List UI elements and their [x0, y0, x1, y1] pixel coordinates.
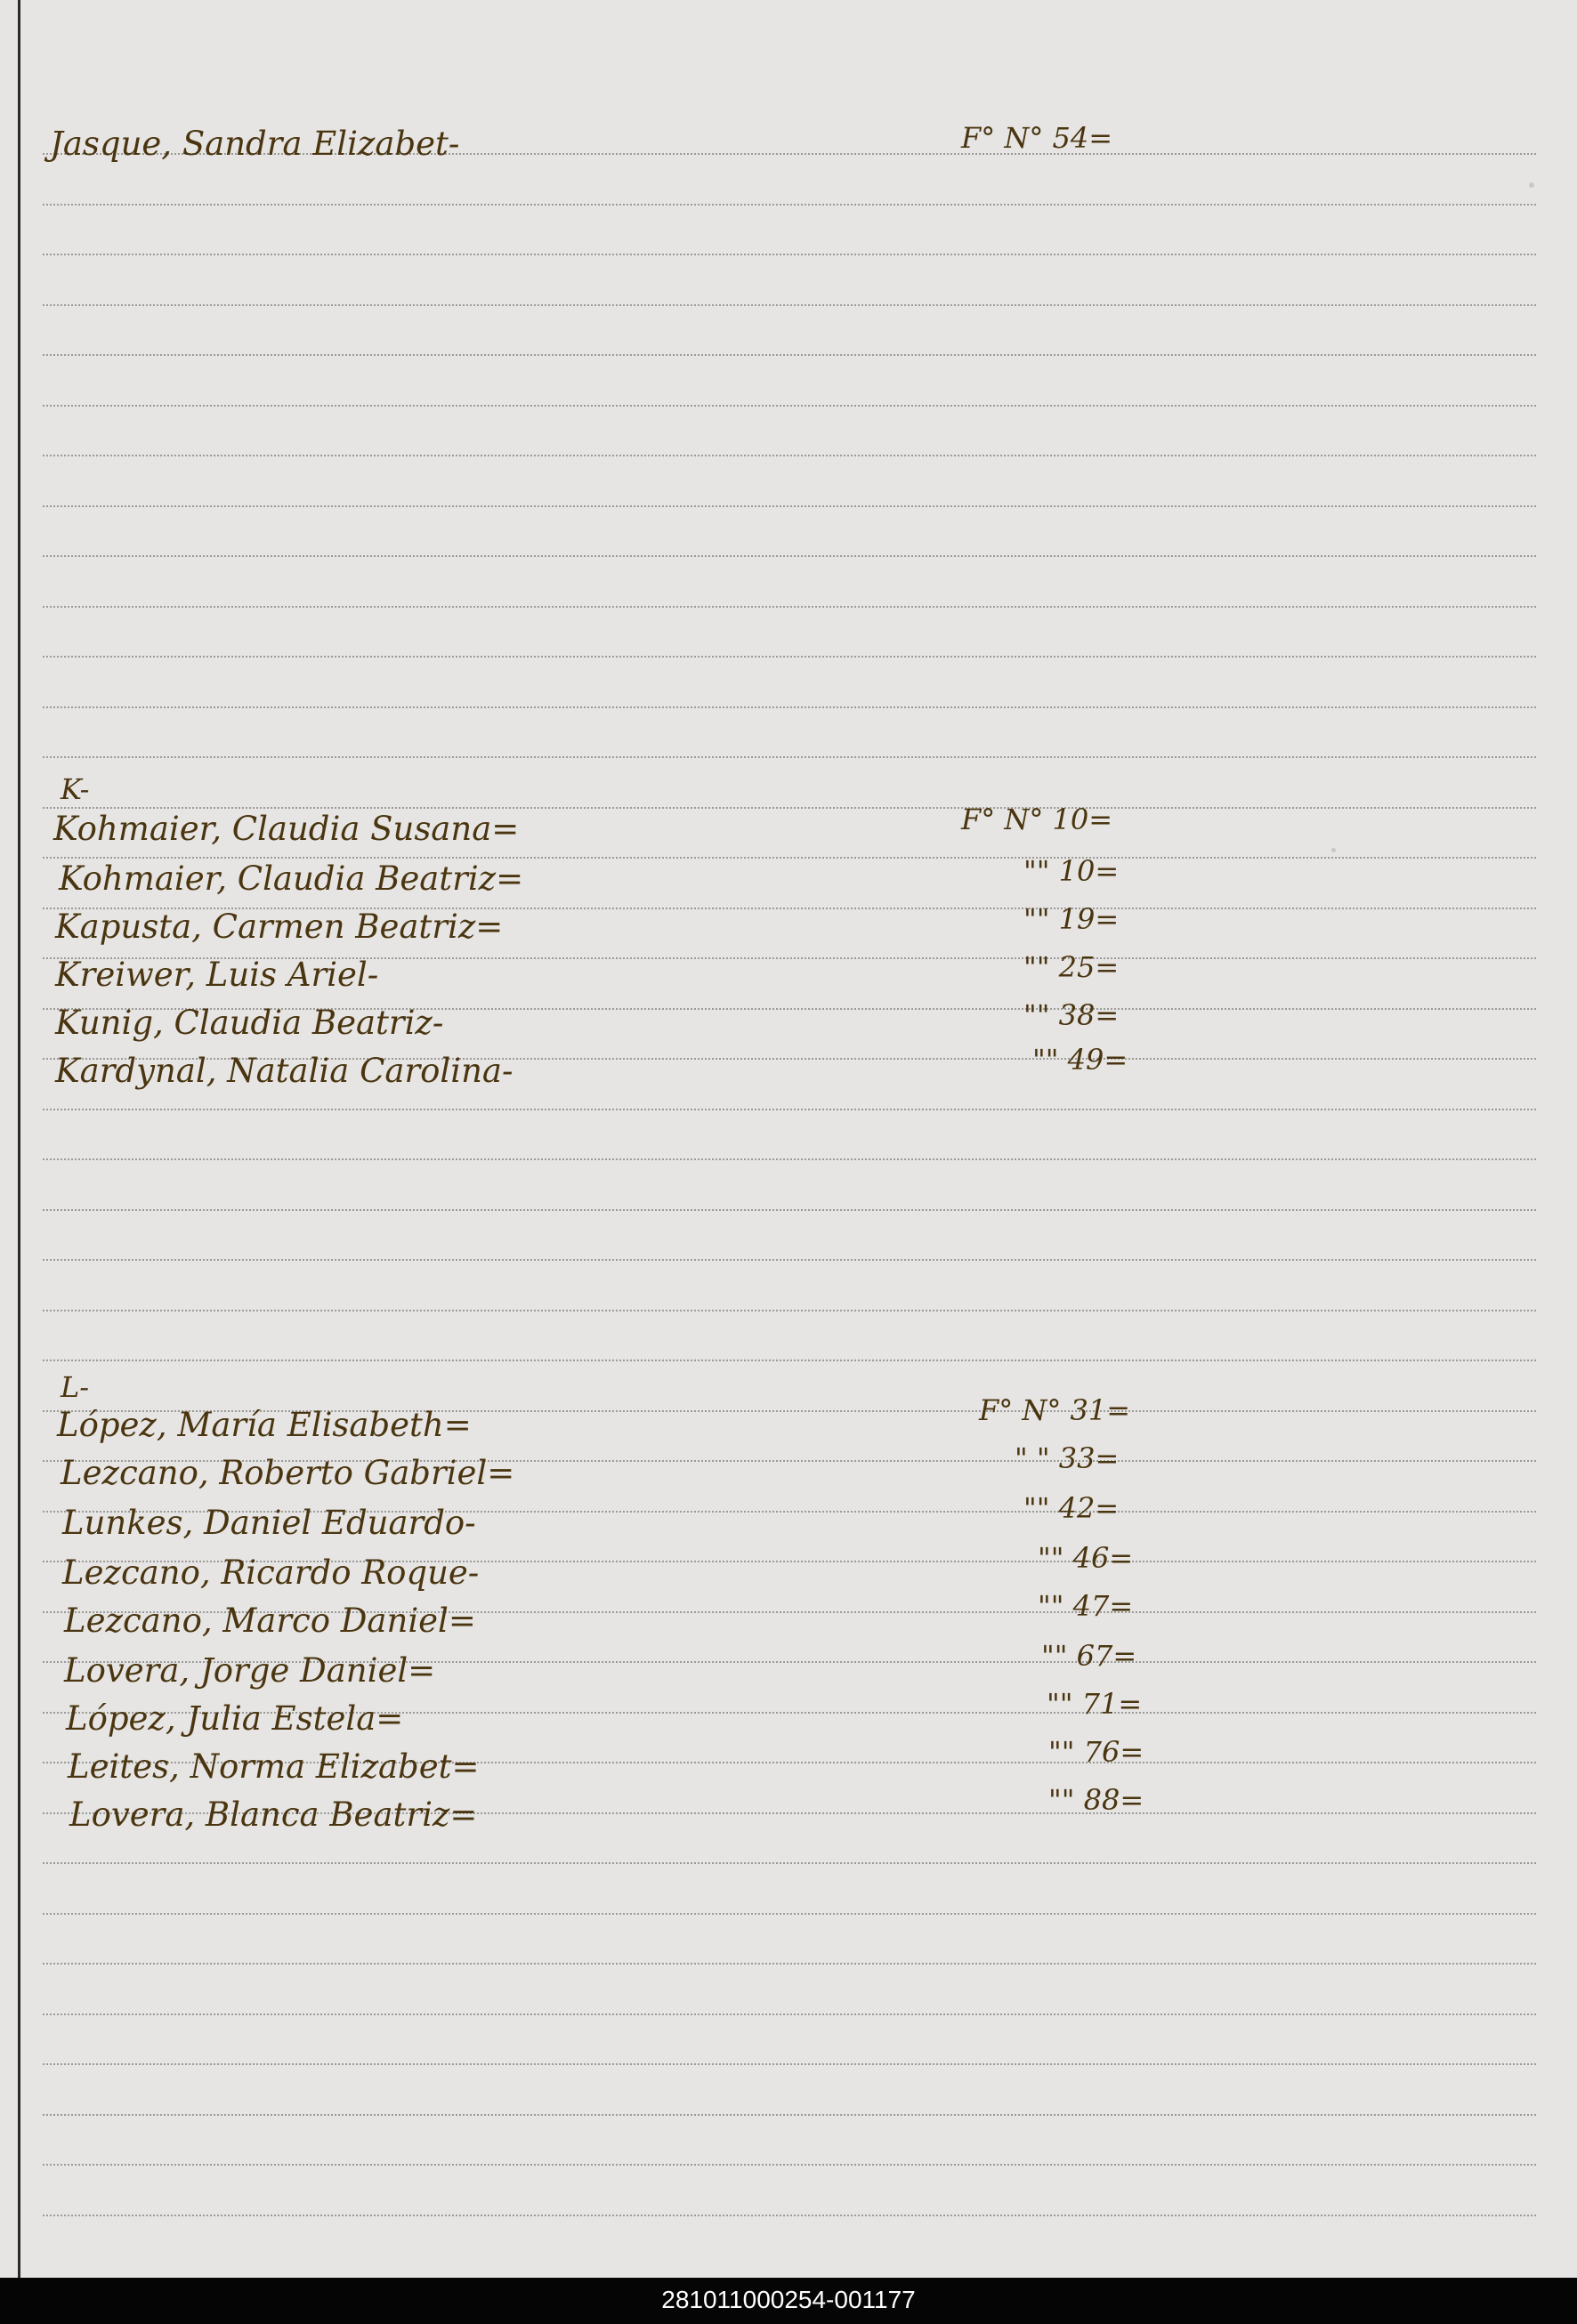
- entry-name: Lezcano, Marco Daniel=: [64, 1602, 476, 1640]
- entry-folio: "" 25=: [1023, 950, 1120, 984]
- ruled-line: [43, 555, 1536, 557]
- entry-folio: "" 67=: [1041, 1639, 1137, 1673]
- ruled-line: [43, 455, 1536, 456]
- ruled-line: [43, 304, 1536, 306]
- ruled-line: [43, 1963, 1536, 1965]
- ruled-line: [43, 2013, 1536, 2015]
- entry-folio: "" 19=: [1023, 902, 1120, 936]
- entry-name: Kreiwer, Luis Ariel-: [55, 956, 379, 994]
- ruled-line: [43, 1259, 1536, 1261]
- entry-name: López, Julia Estela=: [66, 1699, 404, 1738]
- entry-name: Kunig, Claudia Beatriz-: [55, 1004, 444, 1042]
- ruled-line: [43, 505, 1536, 507]
- ruled-line: [43, 2215, 1536, 2216]
- ruled-line: [43, 656, 1536, 658]
- entry-folio: "" 42=: [1023, 1491, 1120, 1525]
- paper-mark: [1331, 848, 1336, 852]
- entry-name: Leites, Norma Elizabet=: [68, 1747, 480, 1786]
- ruled-line: [43, 756, 1536, 758]
- section-letter-k: K-: [61, 772, 90, 806]
- entry-folio: "" 38=: [1023, 998, 1120, 1032]
- entry-name: Lezcano, Roberto Gabriel=: [61, 1454, 515, 1492]
- entry-name: Lovera, Jorge Daniel=: [64, 1651, 436, 1690]
- margin-rule: [18, 0, 20, 2278]
- entry-folio: "" 76=: [1048, 1735, 1144, 1769]
- ruled-line: [43, 1913, 1536, 1915]
- entry-name: Kohmaier, Claudia Beatriz=: [59, 859, 524, 898]
- ruled-line: [43, 1360, 1536, 1361]
- entry-folio: "" 47=: [1038, 1589, 1134, 1623]
- ruled-line: [43, 2164, 1536, 2166]
- ruled-line: [43, 1862, 1536, 1864]
- entry-name: López, María Elisabeth=: [57, 1406, 472, 1444]
- entry-folio: "" 71=: [1047, 1687, 1143, 1721]
- ruled-line: [43, 204, 1536, 206]
- entry-name: Kardynal, Natalia Carolina-: [55, 1052, 514, 1090]
- entry-folio-jasque: F° N° 54=: [961, 121, 1113, 155]
- entry-folio: F° N° 10=: [961, 803, 1113, 836]
- ruled-line: [43, 857, 1536, 859]
- entry-name: Kohmaier, Claudia Susana=: [53, 810, 520, 848]
- entry-name: Kapusta, Carmen Beatriz=: [55, 908, 504, 946]
- document-id: 281011000254-001177: [661, 2286, 916, 2313]
- ruled-line: [43, 2114, 1536, 2116]
- entry-folio: "" 46=: [1038, 1541, 1134, 1575]
- entry-folio: "" 88=: [1048, 1783, 1144, 1817]
- paper-mark: [1529, 182, 1534, 188]
- entry-folio: "" 10=: [1023, 854, 1120, 888]
- entry-name-jasque: Jasque, Sandra Elizabet-: [50, 125, 460, 163]
- ruled-line: [43, 1310, 1536, 1311]
- ruled-line: [43, 354, 1536, 356]
- entry-name: Lovera, Blanca Beatriz=: [69, 1795, 478, 1834]
- ruled-line: [43, 1109, 1536, 1110]
- entry-folio: F° N° 31=: [979, 1393, 1131, 1427]
- ruled-line: [43, 807, 1536, 809]
- ruled-line: [43, 1209, 1536, 1211]
- entry-name: Lunkes, Daniel Eduardo-: [62, 1504, 476, 1542]
- entry-folio: " " 33=: [1015, 1441, 1120, 1475]
- ruled-line: [43, 706, 1536, 708]
- ruled-line: [43, 1158, 1536, 1160]
- ruled-line: [43, 606, 1536, 608]
- ruled-line: [43, 405, 1536, 407]
- entry-name: Lezcano, Ricardo Roque-: [62, 1553, 480, 1592]
- entry-folio: "" 49=: [1032, 1043, 1128, 1077]
- ruled-line: [43, 254, 1536, 255]
- section-letter-l: L-: [61, 1370, 90, 1404]
- ruled-line: [43, 2063, 1536, 2065]
